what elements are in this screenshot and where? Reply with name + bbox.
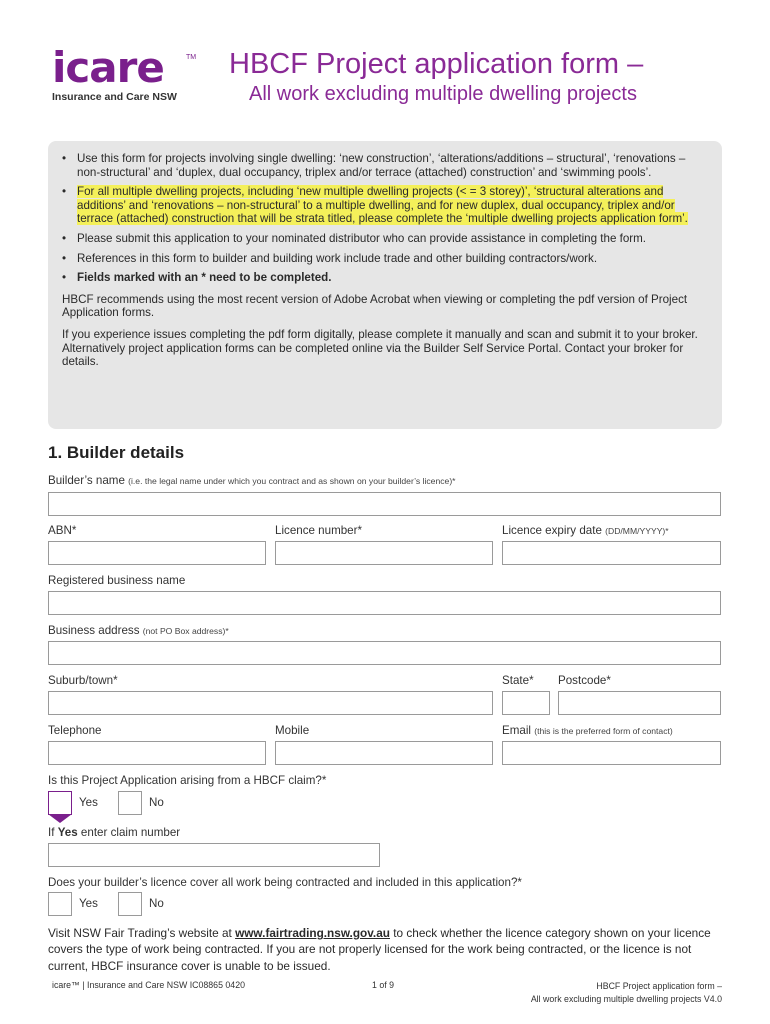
highlighted-instruction-text: For all multiple dwelling projects, including ‘new multiple dwelling projects (< = 3 storey)’, ‘structural alterations and additions’ and ‘renovations – non-structural’ to a multiple dwelling, and for new duplex, dual occupancy, triplex and/or terrace (attached) construction that will be strata titled, please complete the ‘multiple dwelling projects application form’. (77, 185, 688, 226)
logo-wordmark: icare (52, 43, 164, 92)
email-label: Email (this is the preferred form of contact) (502, 724, 673, 737)
instruction-text: Please submit this application to your nominated distributor who can provide assistance in completing the form. (77, 231, 647, 245)
licence-expiry-input[interactable] (502, 541, 721, 565)
mobile-label: Mobile (275, 724, 310, 737)
builder-name-hint: (i.e. the legal name under which you contract and as shown on your builder’s licence)* (128, 476, 456, 486)
licence-cover-no-label: No (149, 897, 164, 910)
mobile-input[interactable] (275, 741, 493, 765)
instruction-bullet-2 (62, 185, 708, 226)
icare-logo (52, 43, 202, 106)
page-title: HBCF Project application form – (229, 48, 644, 80)
business-address-hint: (not PO Box address)* (142, 626, 229, 636)
footer-right: HBCF Project application form – All work excluding multiple dwelling projects V4.0 (530, 981, 722, 1004)
instruction-bullet-3 (62, 232, 708, 246)
abn-label: ABN* (48, 524, 77, 537)
email-hint: (this is the preferred form of contact) (534, 726, 673, 736)
page-number: 1 of 9 (372, 980, 395, 990)
bullet-marker: • (62, 231, 67, 245)
page-subtitle: All work excluding multiple dwelling projects (249, 83, 637, 105)
licence-cover-yes-label: Yes (79, 897, 98, 910)
instruction-text: Fields marked with an * need to be completed. (77, 271, 332, 285)
licence-number-input[interactable] (275, 541, 493, 565)
instruction-text: References in this form to builder and building work include trade and other building contractors/work. (77, 251, 598, 265)
state-label: State* (502, 674, 534, 687)
state-input[interactable] (502, 691, 550, 715)
checkbox-focus-marker (48, 814, 72, 823)
section-title: 1. Builder details (48, 443, 185, 462)
bullet-marker: • (62, 251, 67, 265)
bullet-marker: • (62, 185, 67, 199)
registered-business-name-input[interactable] (48, 591, 721, 615)
claim-no-label: No (149, 796, 164, 809)
claim-number-input[interactable] (48, 843, 380, 867)
licence-cover-question: Does your builder’s licence cover all work being contracted and included in this application?* (48, 876, 522, 889)
abn-input[interactable] (48, 541, 266, 565)
fair-trading-note: Visit NSW Fair Trading’s website at www.fairtrading.nsw.gov.au to check whether the licence category shown on your licence covers the type of work being contracted. If you are not properly licensed for the work being contracted, or the licence is not current, HBCF insurance cover is unable to be issued. (48, 926, 711, 973)
postcode-input[interactable] (558, 691, 721, 715)
claim-number-label: If Yes enter claim number (48, 826, 181, 839)
acrobat-note: HBCF recommends using the most recent version of Adobe Acrobat when viewing or completing the pdf version of Project Application forms. (62, 292, 688, 320)
postcode-label: Postcode* (558, 674, 611, 687)
logo-subtitle: Insurance and Care NSW (52, 91, 177, 103)
business-address-label: Business address (not PO Box address)* (48, 624, 229, 637)
claim-yes-label: Yes (79, 796, 98, 809)
manual-completion-note: If you experience issues completing the pdf form digitally, please complete it manually and scan and submit it to your broker. Alternatively project application forms can be completed online via the Builder Self Service Portal. Contact your broker for details. (62, 327, 698, 369)
telephone-label: Telephone (48, 724, 102, 737)
builder-name-label: Builder’s name (i.e. the legal name under which you contract and as shown on your builder’s licence)* (48, 474, 456, 487)
builder-name-input[interactable] (48, 492, 721, 516)
registered-business-name-label: Registered business name (48, 574, 186, 587)
claim-yes-checkbox[interactable] (48, 791, 72, 815)
licence-expiry-hint: (DD/MM/YYYY)* (605, 526, 669, 536)
bullet-marker: • (62, 152, 67, 165)
licence-expiry-label: Licence expiry date (DD/MM/YYYY)* (502, 524, 669, 537)
claim-no-checkbox[interactable] (118, 791, 142, 815)
logo-trademark: TM (186, 54, 197, 61)
claim-question: Is this Project Application arising from a HBCF claim?* (48, 774, 327, 787)
footer-left: icare™ | Insurance and Care NSW IC08865 0420 (52, 980, 245, 990)
instruction-text: Use this form for projects involving single dwelling: ‘new construction’, ‘alterations/additions – structural’, ‘renovations – non-structural’ and ‘duplex, dual occupancy, triplex and/or terrace (attached) construction’ and ‘swimming pools’. (77, 152, 686, 179)
instructions-box (48, 141, 722, 429)
email-input[interactable] (502, 741, 721, 765)
instruction-bullet-4 (62, 252, 708, 266)
fair-trading-link[interactable]: www.fairtrading.nsw.gov.au (235, 926, 390, 940)
business-address-input[interactable] (48, 641, 721, 665)
licence-cover-yes-checkbox[interactable] (48, 892, 72, 916)
suburb-label: Suburb/town* (48, 674, 118, 687)
telephone-input[interactable] (48, 741, 266, 765)
suburb-input[interactable] (48, 691, 493, 715)
licence-cover-no-checkbox[interactable] (118, 892, 142, 916)
instruction-bullet-1 (62, 152, 708, 179)
bullet-marker: • (62, 271, 67, 285)
licence-number-label: Licence number* (275, 524, 363, 537)
instruction-bullet-5 (62, 271, 708, 285)
